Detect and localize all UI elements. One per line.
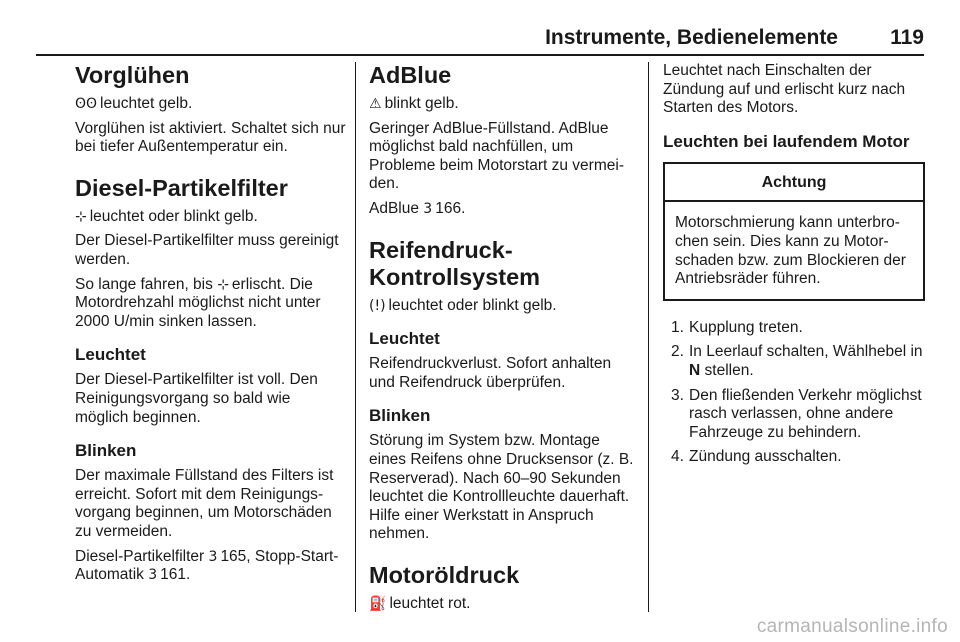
oil-pressure-icon: ⛽: [369, 595, 387, 612]
page-number: 119: [890, 26, 924, 49]
list-item: 2. In Leerlauf schalten, Wählhebel in N stellen.: [671, 343, 923, 379]
paragraph: ⛽ leuchtet rot.: [369, 594, 471, 612]
subheading-blinken: Blinken: [75, 441, 137, 461]
heading-motoroeldruck: Motoröldruck: [369, 561, 520, 588]
column-divider: [355, 62, 356, 612]
warning-box-text: Motorschmierung kann unterbrochen sein. Dies kann zu Motorschaden bzw. zum Blockieren der Antriebsräder führen.: [675, 214, 906, 288]
tire-pressure-icon: (!): [369, 297, 386, 314]
paragraph: (!) leuchtet oder blinkt gelb.: [369, 296, 557, 314]
paragraph: ʘʘ leuchtet gelb.: [75, 95, 193, 112]
gear-position-label: N: [689, 361, 701, 379]
watermark: carmanualsonline.info: [756, 616, 948, 637]
column-left: [75, 62, 347, 591]
page-header: [36, 26, 924, 56]
subheading-leuchtet: Leuchtet: [75, 345, 146, 365]
list-item: 1. Kupplung treten.: [671, 318, 803, 336]
paragraph: Der Diesel-Partikelfilter muss gereinigt werden.: [75, 232, 339, 268]
paragraph: Leuchtet nach Einschalten der Zündung auf und erlischt kurz nach Starten des Motors.: [663, 62, 906, 117]
paragraph: So lange fahren, bis ⊹ erlischt. Die Motordrehzahl möglichst nicht unter 2000 U/min sinken lassen.: [75, 275, 321, 330]
heading-adblue: AdBlue: [369, 62, 452, 88]
reference-arrow-icon: 3: [423, 200, 433, 217]
cross-reference: Diesel-Partikelfilter 3 165, Stopp-Start-Automatik 3 161.: [75, 547, 339, 584]
column-middle: [369, 62, 635, 620]
list-item: 3. Den fließenden Verkehr möglichst rasch verlassen, ohne andere Fahrzeuge zu behindern.: [671, 386, 922, 441]
heading-diesel-partikelfilter: Diesel-Partikelfilter: [75, 174, 288, 201]
column-right: [663, 62, 925, 473]
subheading-leuchtet: Leuchtet: [369, 329, 440, 349]
step-list: [663, 319, 925, 467]
particle-filter-icon: ⊹: [75, 208, 87, 225]
glow-plug-icon: ʘʘ: [75, 96, 98, 112]
section-title: Instrumente, Bedienelemente: [545, 26, 838, 49]
subheading-blinken: Blinken: [369, 406, 431, 426]
paragraph: Störung im System bzw. Montage eines Reifens ohne Drucksensor (z. B. Reserverad). Nach 60–90 Sekunden leuchtet die Kontrollleuchte dauerhaft. Hilfe einer Werkstatt in Anspruch nehmen.: [369, 432, 634, 543]
heading-vorgluehen: Vorglühen: [75, 62, 190, 88]
particle-filter-icon: ⊹: [217, 276, 229, 293]
cross-reference: AdBlue 3 166.: [369, 199, 466, 217]
adblue-warning-icon: ⚠: [369, 96, 382, 112]
warning-box: [663, 162, 925, 301]
reference-arrow-icon: 3: [208, 548, 218, 565]
heading-reifendruck: Reifendruck-Kontrollsystem: [369, 236, 541, 290]
reference-arrow-icon: 3: [148, 567, 158, 584]
subheading-leuchten-laufend: Leuchten bei laufendem Motor: [663, 131, 910, 151]
paragraph: Geringer AdBlue-Füllstand. AdBlue möglichst bald nachfüllen, um Probleme beim Motorstart zu vermeiden.: [369, 119, 624, 193]
paragraph: Vorglühen ist aktiviert. Schaltet sich nur bei tiefer Außentemperatur ein.: [75, 119, 346, 156]
paragraph: Der Diesel-Partikelfilter ist voll. Den Reinigungsvorgang so bald wie möglich beginnen.: [75, 371, 318, 426]
paragraph: ⊹ leuchtet oder blinkt gelb.: [75, 207, 258, 225]
list-item: 4. Zündung ausschalten.: [671, 448, 842, 466]
paragraph: ⚠ blinkt gelb.: [369, 95, 459, 112]
paragraph: Reifendruckverlust. Sofort anhalten und Reifendruck überprüfen.: [369, 355, 612, 391]
column-divider: [648, 62, 649, 612]
paragraph: Der maximale Füllstand des Filters ist erreicht. Sofort mit dem Reinigungsvorgang beginnen, um Motorschäden zu vermeiden.: [75, 467, 334, 540]
warning-box-title: Achtung: [665, 164, 923, 203]
